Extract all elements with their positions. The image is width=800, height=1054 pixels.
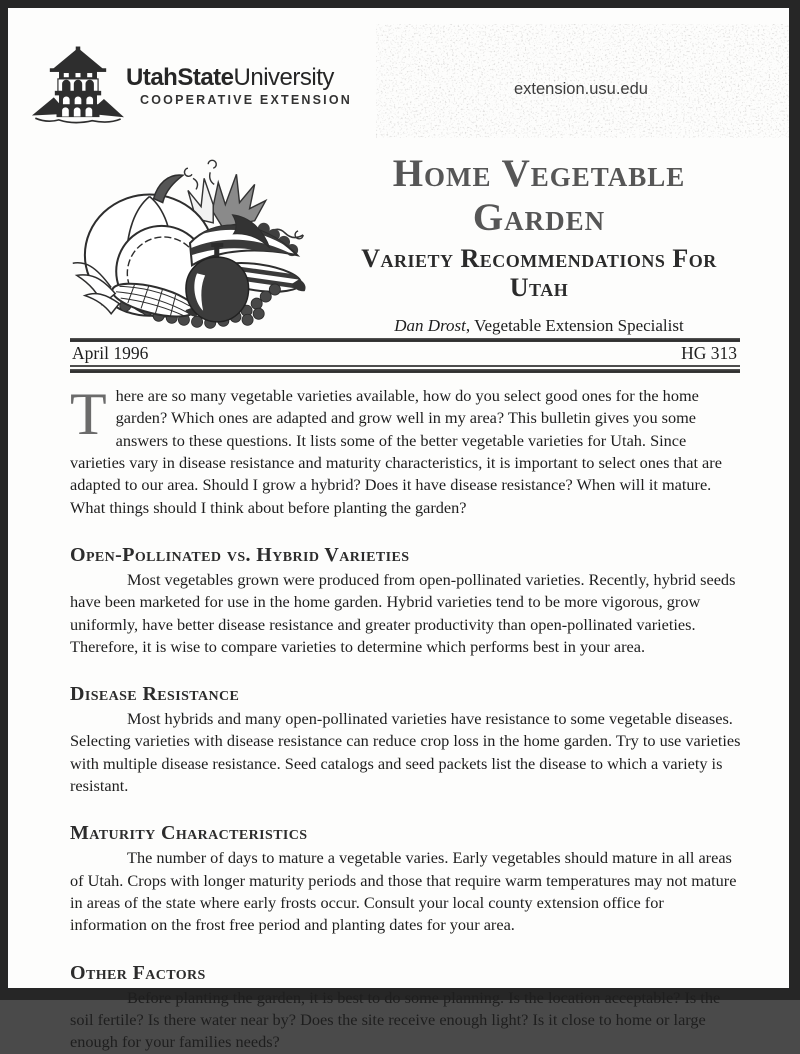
page-title bbox=[318, 152, 760, 239]
subtitle-line-1: Variety Recommendations For bbox=[361, 244, 717, 274]
title-line-2: Garden bbox=[472, 195, 606, 239]
section-heading: Maturity Characteristics bbox=[70, 822, 308, 845]
rule-bottom bbox=[70, 369, 740, 373]
logo-text bbox=[126, 66, 352, 107]
logo-title bbox=[126, 66, 352, 90]
section-paragraph: The number of days to mature a vegetable varies. Early vegetables should mature in all areas of Utah. Crops with longer maturity periods and those that require warm temperatures may not mature in areas of the state where early frosts occur. Consult your local county extension office for information on the frost free period and planting dates for your area. bbox=[70, 848, 737, 935]
usu-tower-icon bbox=[32, 36, 124, 136]
section-heading: Other Factors bbox=[70, 961, 206, 984]
section-paragraph: Before planting the garden, it is best to do some planning. Is the location acceptable? Is the soil fertile? Is there water near by? Does the site receive enough light? Is it close to home or large enough for your families needs? bbox=[70, 987, 721, 1052]
subtitle-line-2: Utah bbox=[509, 273, 569, 303]
byline-author: Dan Drost bbox=[394, 315, 466, 335]
logo-subtitle: COOPERATIVE EXTENSION bbox=[140, 93, 352, 107]
section-heading: Open-Pollinated vs. Hybrid Varieties bbox=[70, 543, 410, 566]
vegetable-harvest-illustration bbox=[60, 146, 324, 338]
logo-title-bold: UtahState bbox=[126, 64, 234, 91]
intro-text: here are so many vegetable varieties available, how do you select good ones for the home garden? Which ones are adapted and grow well in my area? This bulletin gives you some answers to these questions. It lists some of the better vegetable varieties for Utah. Since varieties vary in disease resistance and maturity characteristics, it is important to select ones that are adapted to our area. Should I grow a hybrid? Does it have disease resistance? When will it mature. What things should I think about before planting the garden? bbox=[70, 386, 722, 517]
section-heading: Disease Resistance bbox=[70, 683, 240, 706]
document-page bbox=[8, 8, 789, 1052]
section-open-pollinated bbox=[70, 544, 742, 658]
section-other-factors bbox=[70, 962, 742, 1054]
website-url: extension.usu.edu bbox=[514, 80, 648, 98]
meta-row bbox=[70, 342, 740, 367]
document-number: HG 313 bbox=[681, 343, 737, 363]
intro-paragraph bbox=[70, 381, 742, 519]
section-disease-resistance bbox=[70, 683, 742, 797]
title-line-1: Home Vegetable bbox=[392, 152, 686, 195]
drop-cap: T bbox=[70, 381, 107, 447]
section-paragraph: Most vegetables grown were produced from open-pollinated varieties. Recently, hybrid seeds have been marketed for use in the home garden. Hybrid varieties tend to be more vigorous, grow uniformly, have better disease resistance and greater productivity than open-pollinated varieties. Therefore, it is wise to compare varieties to determine which performs best in your area. bbox=[70, 569, 736, 656]
usu-logo bbox=[32, 36, 352, 136]
publication-date: April 1996 bbox=[72, 343, 149, 363]
section-paragraph: Most hybrids and many open-pollinated varieties have resistance to some vegetable diseases. Selecting varieties with disease resistance can reduce crop loss in the home garden. Try to use varieties with multiple disease resistance. Seed catalogs and seed packets list the disease to which a variety is resistant. bbox=[70, 709, 741, 796]
article-body bbox=[70, 381, 742, 1054]
logo-title-regular: University bbox=[233, 64, 334, 91]
page-subtitle bbox=[318, 244, 760, 302]
masthead bbox=[318, 152, 760, 336]
byline-role: , Vegetable Extension Specialist bbox=[465, 315, 684, 335]
meta-bar bbox=[70, 338, 740, 373]
scan-noise-band bbox=[376, 24, 789, 138]
section-maturity-characteristics bbox=[70, 822, 742, 936]
byline bbox=[318, 316, 760, 336]
